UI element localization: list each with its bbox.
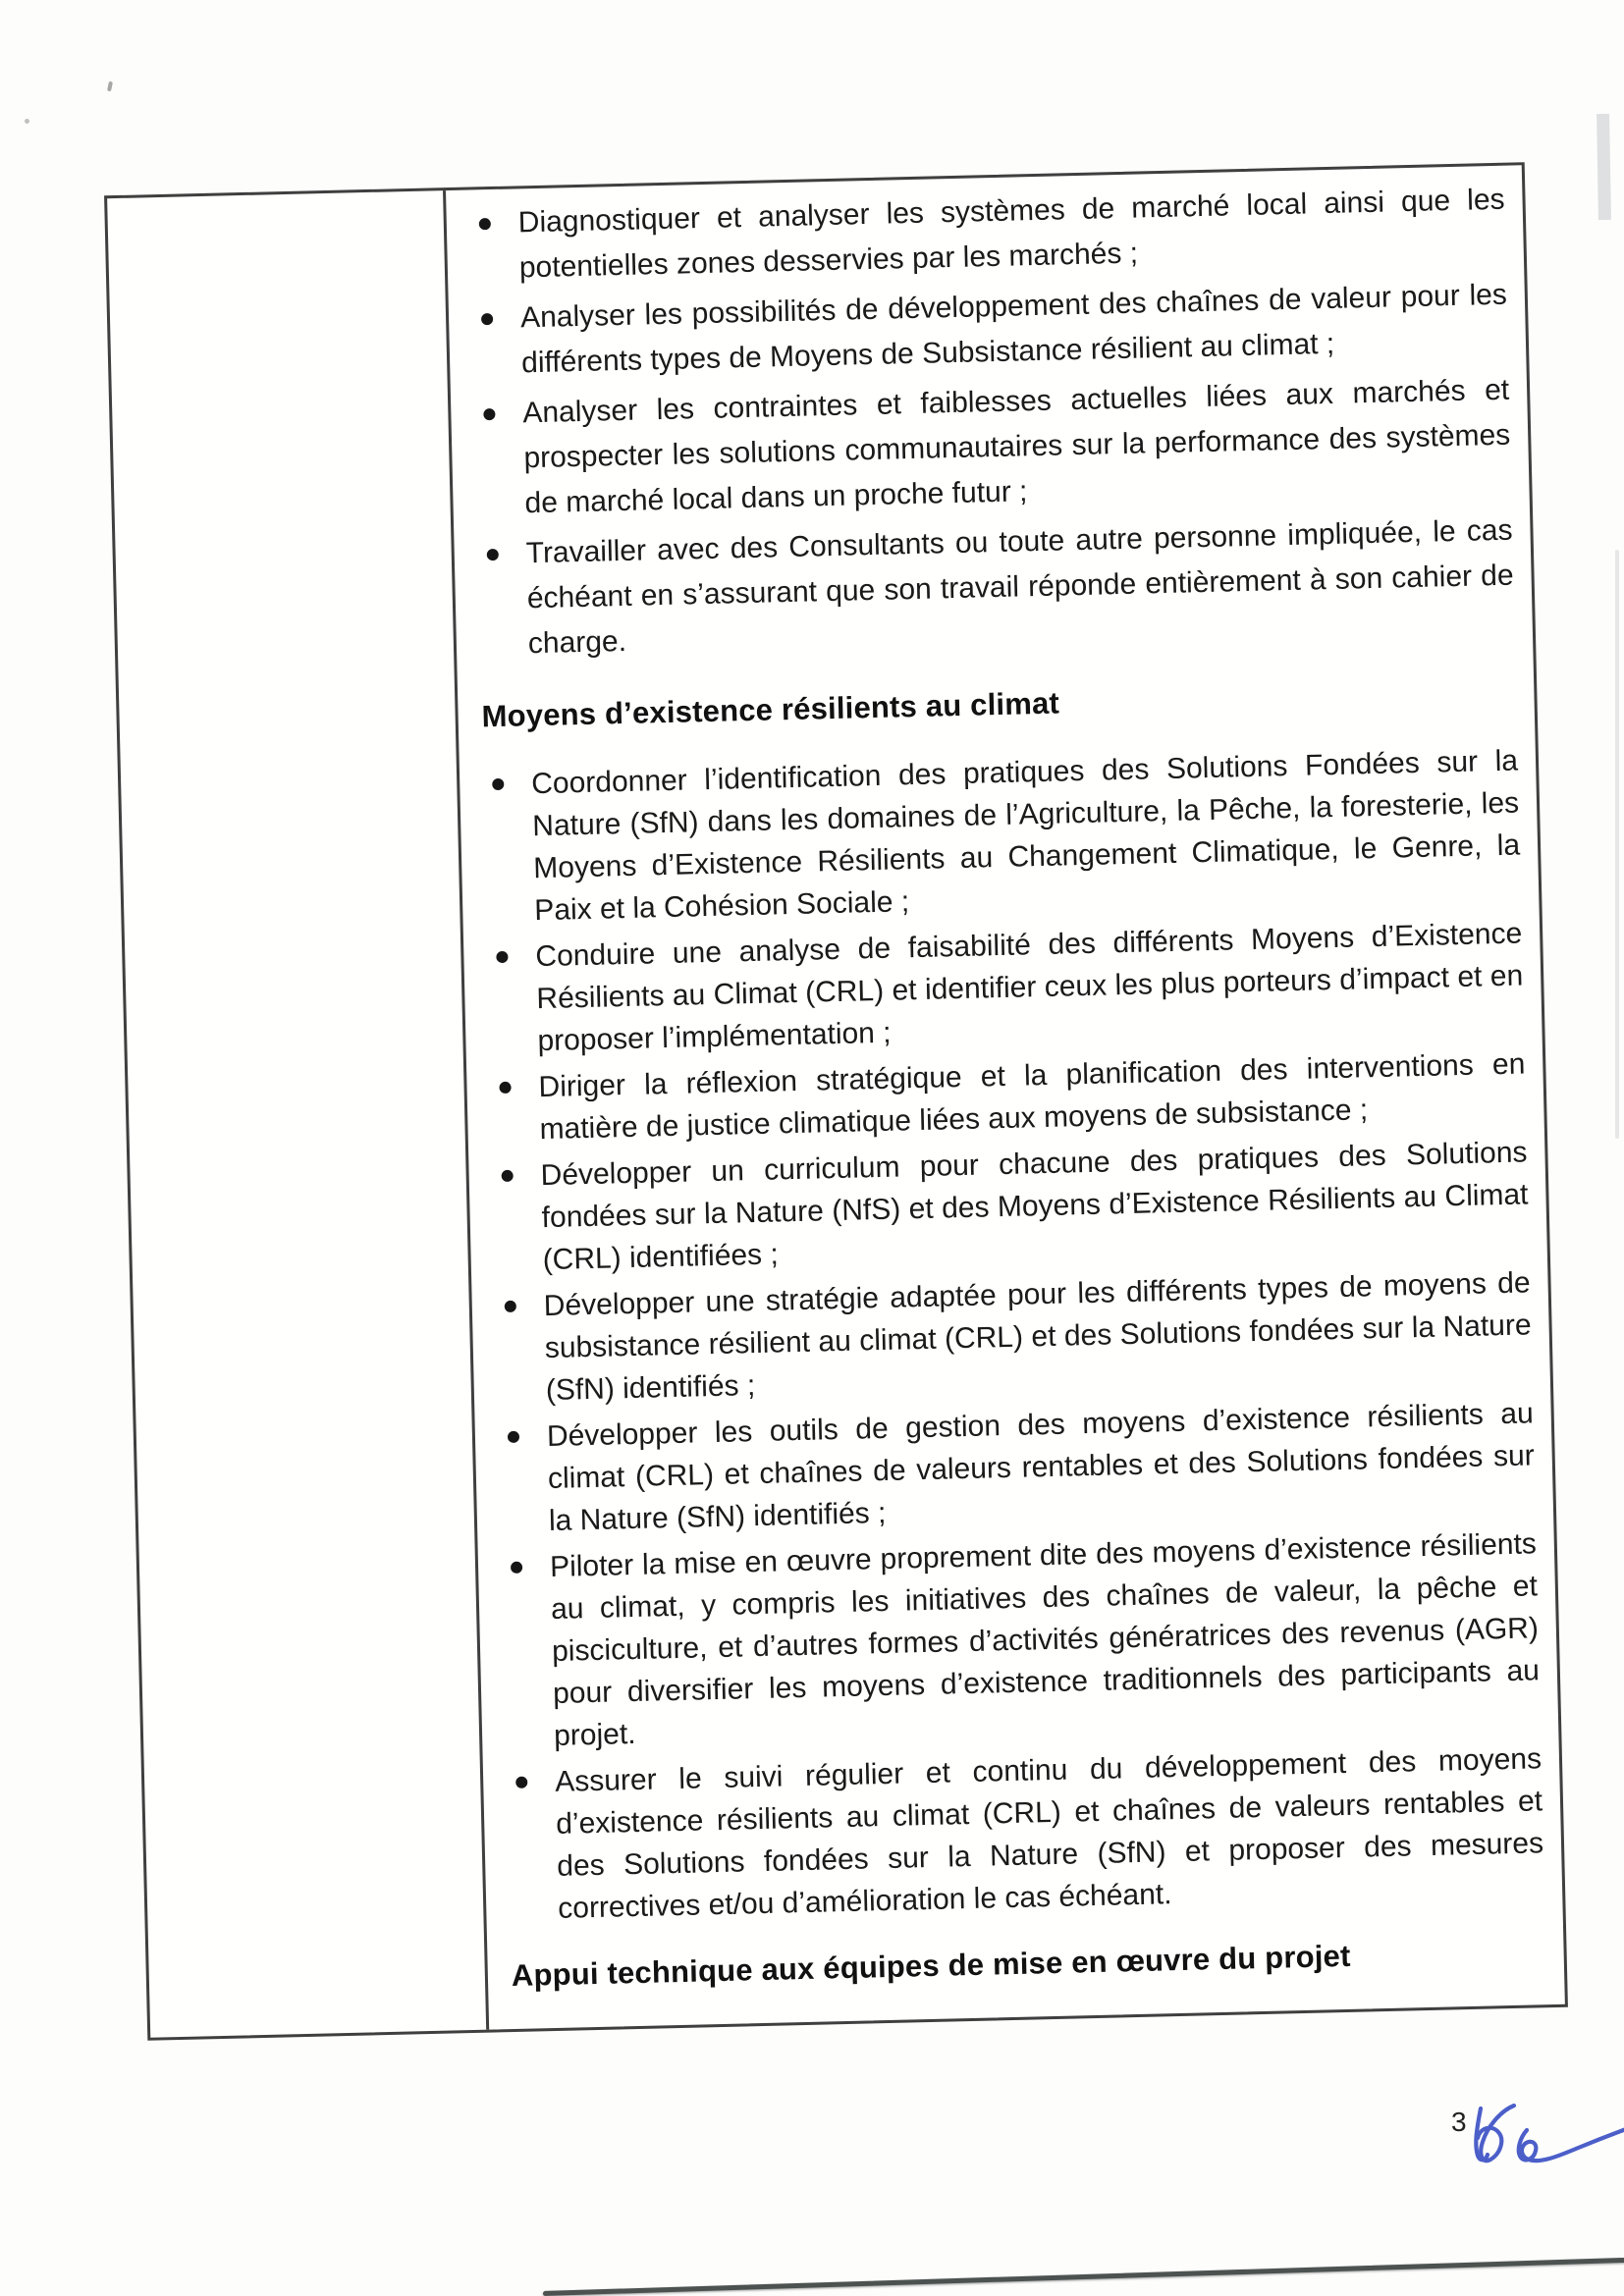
bullet-icon <box>502 1170 514 1182</box>
bullet-icon <box>479 218 491 230</box>
bullet-icon <box>511 1562 522 1574</box>
scan-speck <box>107 81 113 92</box>
signature-stroke <box>1519 2110 1624 2161</box>
bullet-icon <box>496 951 508 963</box>
bullet-icon <box>492 778 504 790</box>
bullet-text: Analyser les contraintes et faiblesses actuelles liées aux marchés et prospecter les solutions communautaires sur la performance des systèmes de marché local dans un proche futur ; <box>522 373 1511 520</box>
bullet-item <box>477 508 1515 668</box>
page-number: 3 <box>1451 2107 1467 2137</box>
bullet-text: Assurer le suivi régulier et continu du développement des moyens d’existence résilients au climat (CRL) et chaînes de valeurs rentables et des Solutions fondées sur la Nature (SfN) et proposer des mesures correctives et/ou d’amélioration le cas échéant. <box>554 1742 1544 1925</box>
bullet-icon <box>483 408 495 420</box>
bullet-icon <box>505 1301 516 1312</box>
bullet-item <box>472 273 1509 388</box>
section-heading-appui-technique: Appui technique aux équipes de mise en œuvre du projet <box>511 1938 1351 1994</box>
bullet-item <box>487 912 1525 1063</box>
bullet-icon <box>499 1082 511 1094</box>
bullet-list-market-analysis <box>469 178 1515 668</box>
bullet-text: Développer un curriculum pour chacune des pratiques des Solutions fondées sur la Nature (NfS) et des Moyens d’Existence Résilients au Climat (CRL) identifiées ; <box>540 1136 1529 1277</box>
bullet-text: Analyser les possibilités de développement des chaînes de valeur pour les différents types de Moyens de Subsistance résilient au climat ; <box>519 278 1508 380</box>
scan-streak <box>1597 114 1611 220</box>
bullet-icon <box>508 1431 519 1443</box>
scan-edge-artifact <box>543 2258 1624 2296</box>
bullet-icon <box>481 313 493 325</box>
signature-stroke <box>1478 2106 1514 2161</box>
bullet-icon <box>515 1777 527 1789</box>
signature-initials <box>1465 2097 1624 2183</box>
bullet-text: Diagnostiquer et analyser les systèmes de marché local ainsi que les potentielles zones desservies par les marchés ; <box>517 183 1505 285</box>
bullet-item <box>495 1261 1533 1413</box>
bullet-text: Travailler avec des Consultants ou toute autre personne impliquée, le cas échéant en s’assurant que son travail réponde entièrement à son cahier de charge. <box>525 513 1514 661</box>
bullet-list-climate-resilient-livelihoods <box>483 740 1545 1932</box>
bullet-icon <box>487 549 499 561</box>
table-cell-empty <box>107 190 489 2038</box>
bullet-text: Conduire une analyse de faisabilité des différents Moyens d’Existence Résilients au Climat (CRL) et identifier ceux les plus porteurs d’impact et en proposer l’implémentation ; <box>535 917 1524 1058</box>
bullet-item <box>502 1522 1542 1758</box>
table-cell-content <box>446 165 1565 2029</box>
bullet-item <box>498 1392 1536 1543</box>
bullet-item <box>507 1737 1545 1931</box>
content-table <box>104 162 1568 2041</box>
bullet-item <box>469 178 1506 293</box>
bullet-text: Coordonner l’identification des pratiques des Solutions Fondées sur la Nature (SfN) dans les domaines de l’Agriculture, la Pêche, la foresterie, les Moyens d’Existence Résilients au Changement Climatique, le Genre, la Paix et la Cohésion Sociale ; <box>530 744 1521 928</box>
bullet-item <box>492 1131 1530 1282</box>
bullet-item <box>474 368 1512 528</box>
section-heading-moyens-existence: Moyens d’existence résilients au climat <box>481 685 1060 734</box>
bullet-item <box>483 740 1522 934</box>
bullet-text: Développer une stratégie adaptée pour les différents types de moyens de subsistance résilient au climat (CRL) et des Solutions fondées sur la Nature (SfN) identifiés ; <box>543 1266 1532 1408</box>
bullet-text: Piloter la mise en œuvre proprement dite des moyens d’existence résilients au climat, y compris les initiatives des chaînes de valeur, la pêche et pisciculture, et d’autres formes d’activités génératrices des revenus (AGR) pour diversifier les moyens d’existence traditionnels des participants au projet. <box>549 1527 1541 1752</box>
bullet-text: Développer les outils de gestion des moyens d’existence résilients au climat (CRL) et chaînes de valeurs rentables et des Solutions fondées sur la Nature (SfN) identifiés ; <box>546 1397 1536 1538</box>
bullet-text: Diriger la réflexion stratégique et la planification des interventions en matière de justice climatique liées aux moyens de subsistance ; <box>538 1047 1526 1147</box>
scan-streak <box>1615 550 1619 1139</box>
scan-speck <box>25 119 29 124</box>
